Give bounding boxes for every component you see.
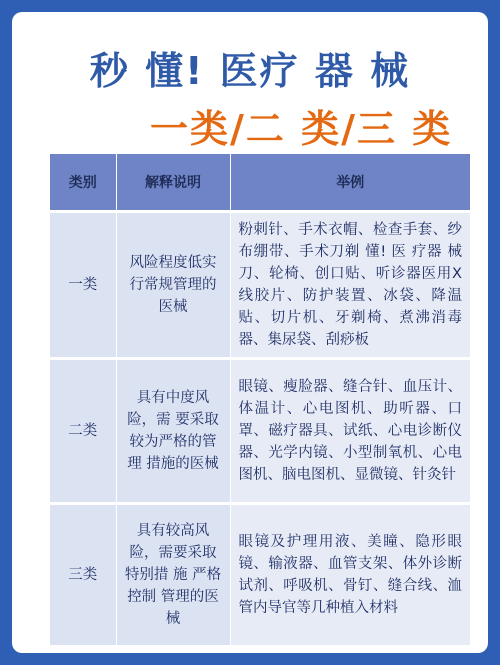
- device-class-table: [50, 154, 470, 645]
- row-category: 二类: [50, 359, 116, 504]
- table-row: [50, 359, 470, 504]
- header-description: 解释说明: [116, 154, 230, 212]
- row-description: 具有较高风险，需要采取 特别措 施 严格控制 管理的医械: [116, 504, 230, 646]
- header-category: 类别: [50, 154, 116, 212]
- table-header-row: [50, 154, 470, 212]
- row-category: 三类: [50, 504, 116, 646]
- table-row: [50, 212, 470, 359]
- row-category: 一类: [50, 212, 116, 359]
- row-description: 具有中度风险，需 要采取较为严格的管理 措施的医械: [116, 359, 230, 504]
- header-examples: 举例: [230, 154, 470, 212]
- row-description: 风险程度低实行常规管理的医械: [116, 212, 230, 359]
- table-row: [50, 504, 470, 646]
- row-examples: 眼镜及护理用液、美瞳、隐形眼镜、输液器、血管支架、体外诊断试剂、呼吸机、骨钉、缝合线、洫管内导官等几种植入材料: [230, 504, 470, 646]
- row-examples: 粉刺针、手术衣帽、检查手套、纱布绷带、手术刀剃 懂! 医 疗器 械刀、轮椅、创口贴、听诊器医用X线胶片、防护装置、冰袋、降温贴、切片机、牙剃椅、煮沸消毒器、集尿袋、刮痧板: [230, 212, 470, 359]
- title-line-1: 秒 懂! 医疗 器 械: [89, 49, 411, 93]
- row-examples: 眼镜、瘦脸器、缝合针、血压计、体温计、心电图机、助听器、口罩、磁疗器具、试纸、心电诊断仪器、光学内镜、小型制氧机、心电图机、脑电图机、显微镜、针灸针: [230, 359, 470, 504]
- title-line-2: 一类/二 类/三 类: [150, 107, 453, 151]
